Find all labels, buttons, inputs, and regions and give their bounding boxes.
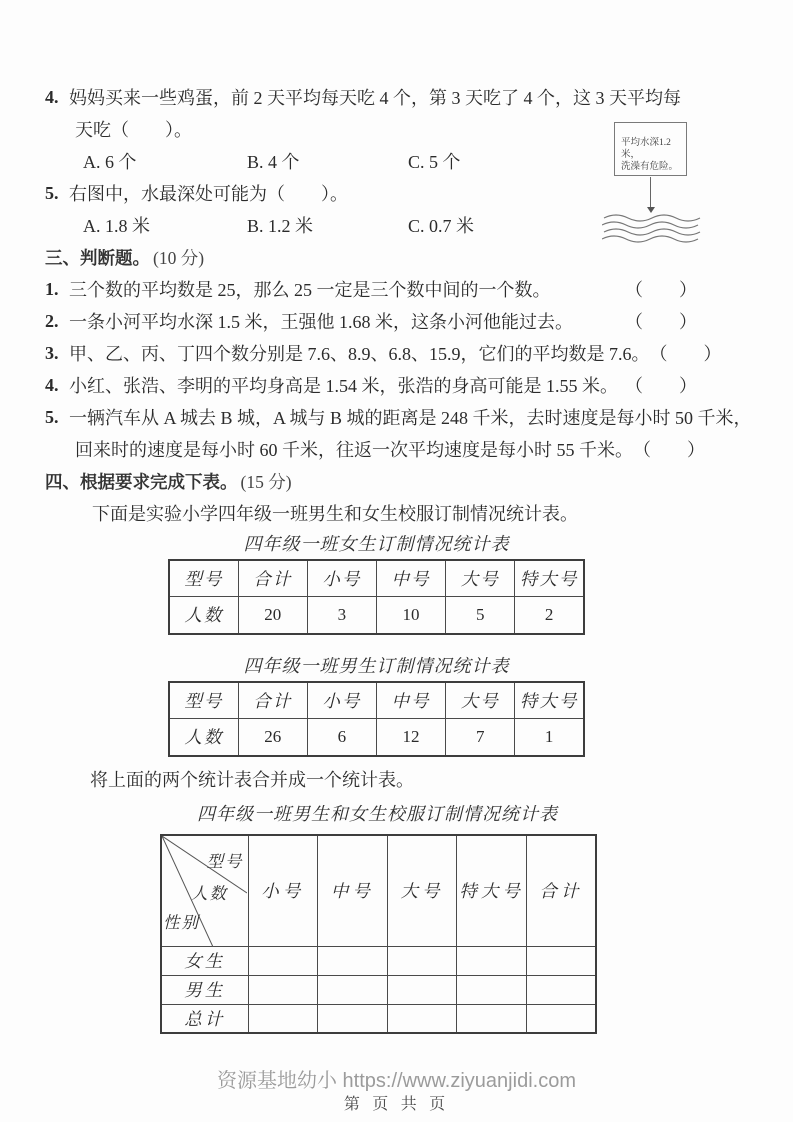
question-5-line [45,177,700,209]
merged-table-title: 四年级一班男生和女生校服订制情况统计表 [197,804,558,824]
item-number: 3. [45,342,59,363]
value-cell: 20 [238,596,307,634]
item-number: 1. [45,278,59,299]
footer-site-link[interactable]: 资源基地幼小 https://www.ziyuanjidi.com [217,1070,576,1092]
girls-table-title: 四年级一班女生订制情况统计表 [243,534,510,554]
header-cell: 型号 [169,682,238,718]
header-cell: 小号 [307,560,376,596]
header-cell: 大号 [446,560,515,596]
merged-table [160,834,597,1034]
row-label: 人数 [169,718,238,756]
section-score: (10 分) [153,247,205,268]
value-cell: 1 [515,718,584,756]
water-waves-icon [602,211,704,243]
answer-paren: （ ） [649,344,722,364]
empty-cell [318,975,388,1004]
question-text: 右图中，水最深处可能为（ ）。 [69,184,348,204]
header-cell: 特大号 [457,835,527,946]
value-cell: 3 [307,596,376,634]
question-number: 5. [45,182,59,203]
question-4-line2 [45,113,700,145]
option-b: B. 1.2 米 [247,216,314,236]
sign-text-line2: 洗澡有危险。 [621,162,679,172]
question-4-options [45,145,700,177]
value-cell: 2 [515,596,584,634]
merged-table-block [160,799,595,1034]
boys-table-block [168,651,585,757]
header-cell: 特大号 [515,682,584,718]
header-cell: 中号 [376,560,445,596]
table-value-row [169,718,584,756]
empty-cell [526,975,596,1004]
option-c: C. 5 个 [408,152,461,172]
row-label: 男生 [161,975,248,1004]
sign-text-line1: 平均水深1.2米， [621,138,671,160]
question-number: 4. [45,86,59,107]
corner-label-count: 人数 [191,884,228,903]
answer-paren: （ ） [625,312,697,332]
girls-table [168,559,585,635]
empty-cell [248,1004,318,1033]
header-cell: 特大号 [515,560,584,596]
row-label: 女生 [161,946,248,975]
option-b: B. 4 个 [247,152,300,172]
intro-text: 下面是实验小学四年级一班男生和女生校服订制情况统计表。 [92,504,578,524]
value-cell: 26 [238,718,307,756]
judge-item-1 [45,273,700,305]
empty-cell [248,946,318,975]
corner-label-gender: 性别 [163,913,200,932]
item-text: 回来时的速度是每小时 60 千米，往返一次平均速度是每小时 55 千米。 [75,440,633,460]
answer-paren: （ ） [625,376,697,396]
header-cell: 小号 [248,835,318,946]
judge-item-5-line1 [45,401,752,433]
empty-cell [387,975,457,1004]
item-number: 5. [45,406,59,427]
value-cell: 7 [446,718,515,756]
diagonal-corner-cell [161,835,248,946]
header-cell: 中号 [376,682,445,718]
item-text: 一辆汽车从 A 城去 B 城，A 城与 B 城的距离是 248 千米，去时速度是每小时 50 千米， [69,408,752,428]
merged-header-row [161,835,596,946]
row-label: 人数 [169,596,238,634]
answer-paren: （ ） [633,440,705,460]
item-text: 一条小河平均水深 1.5 米，王强他 1.68 米，这条小河他能过去。 [69,312,573,332]
empty-cell [387,1004,457,1033]
header-cell: 合计 [238,560,307,596]
row-label: 总计 [161,1004,248,1033]
header-cell: 合计 [238,682,307,718]
empty-cell [248,975,318,1004]
question-text: 天吃（ ）。 [75,120,192,140]
item-number: 2. [45,310,59,331]
table-header-row [169,682,584,718]
item-text: 小红、张浩、李明的平均身高是 1.54 米，张浩的身高可能是 1.55 米。 [69,376,618,396]
empty-cell [457,946,527,975]
judge-item-5-line2 [45,433,705,465]
merged-row-girls [161,946,596,975]
item-number: 4. [45,374,59,395]
footer-page-info: 第 页 共 页 [343,1096,450,1113]
merge-note [45,763,700,795]
header-cell: 大号 [387,835,457,946]
section-4-heading [45,465,700,497]
table-header-row [169,560,584,596]
question-4-line1 [45,81,700,113]
table-value-row [169,596,584,634]
sign-pointer-line [650,177,651,208]
judge-item-4 [45,369,700,401]
header-cell: 小号 [307,682,376,718]
boys-table-title: 四年级一班男生订制情况统计表 [243,656,510,676]
boys-table [168,681,585,757]
answer-paren: （ ） [625,280,697,300]
empty-cell [318,1004,388,1033]
item-text: 甲、乙、丙、丁四个数分别是 7.6、8.9、6.8、15.9，它们的平均数是 7.6。 [69,344,650,364]
value-cell: 10 [376,596,445,634]
section-title: 四、根据要求完成下表。 [45,471,238,492]
value-cell: 5 [446,596,515,634]
value-cell: 12 [376,718,445,756]
empty-cell [318,946,388,975]
merged-row-total [161,1004,596,1033]
section-4-intro [45,497,700,529]
section-score: (15 分) [240,471,292,492]
header-cell: 大号 [446,682,515,718]
girls-table-block [168,529,585,635]
item-text: 三个数的平均数是 25，那么 25 一定是三个数中间的一个数。 [69,280,551,300]
header-cell: 型号 [169,560,238,596]
option-a: A. 1.8 米 [83,216,150,236]
section-3-heading [45,241,700,273]
header-cell: 中号 [318,835,388,946]
option-a: A. 6 个 [83,152,137,172]
option-c: C. 0.7 米 [408,216,475,236]
empty-cell [457,975,527,1004]
empty-cell [526,1004,596,1033]
header-cell: 合计 [526,835,596,946]
question-text: 妈妈买来一些鸡蛋，前 2 天平均每天吃 4 个，第 3 天吃了 4 个，这 3 天平均每 [69,88,681,108]
judge-item-3 [45,337,722,369]
judge-item-2 [45,305,700,337]
section-title: 三、判断题。 [45,247,150,268]
empty-cell [387,946,457,975]
empty-cell [526,946,596,975]
value-cell: 6 [307,718,376,756]
empty-cell [457,1004,527,1033]
note-text: 将上面的两个统计表合并成一个统计表。 [90,770,414,790]
corner-label-type: 型号 [206,852,244,871]
merged-row-boys [161,975,596,1004]
water-depth-sign [614,122,687,176]
